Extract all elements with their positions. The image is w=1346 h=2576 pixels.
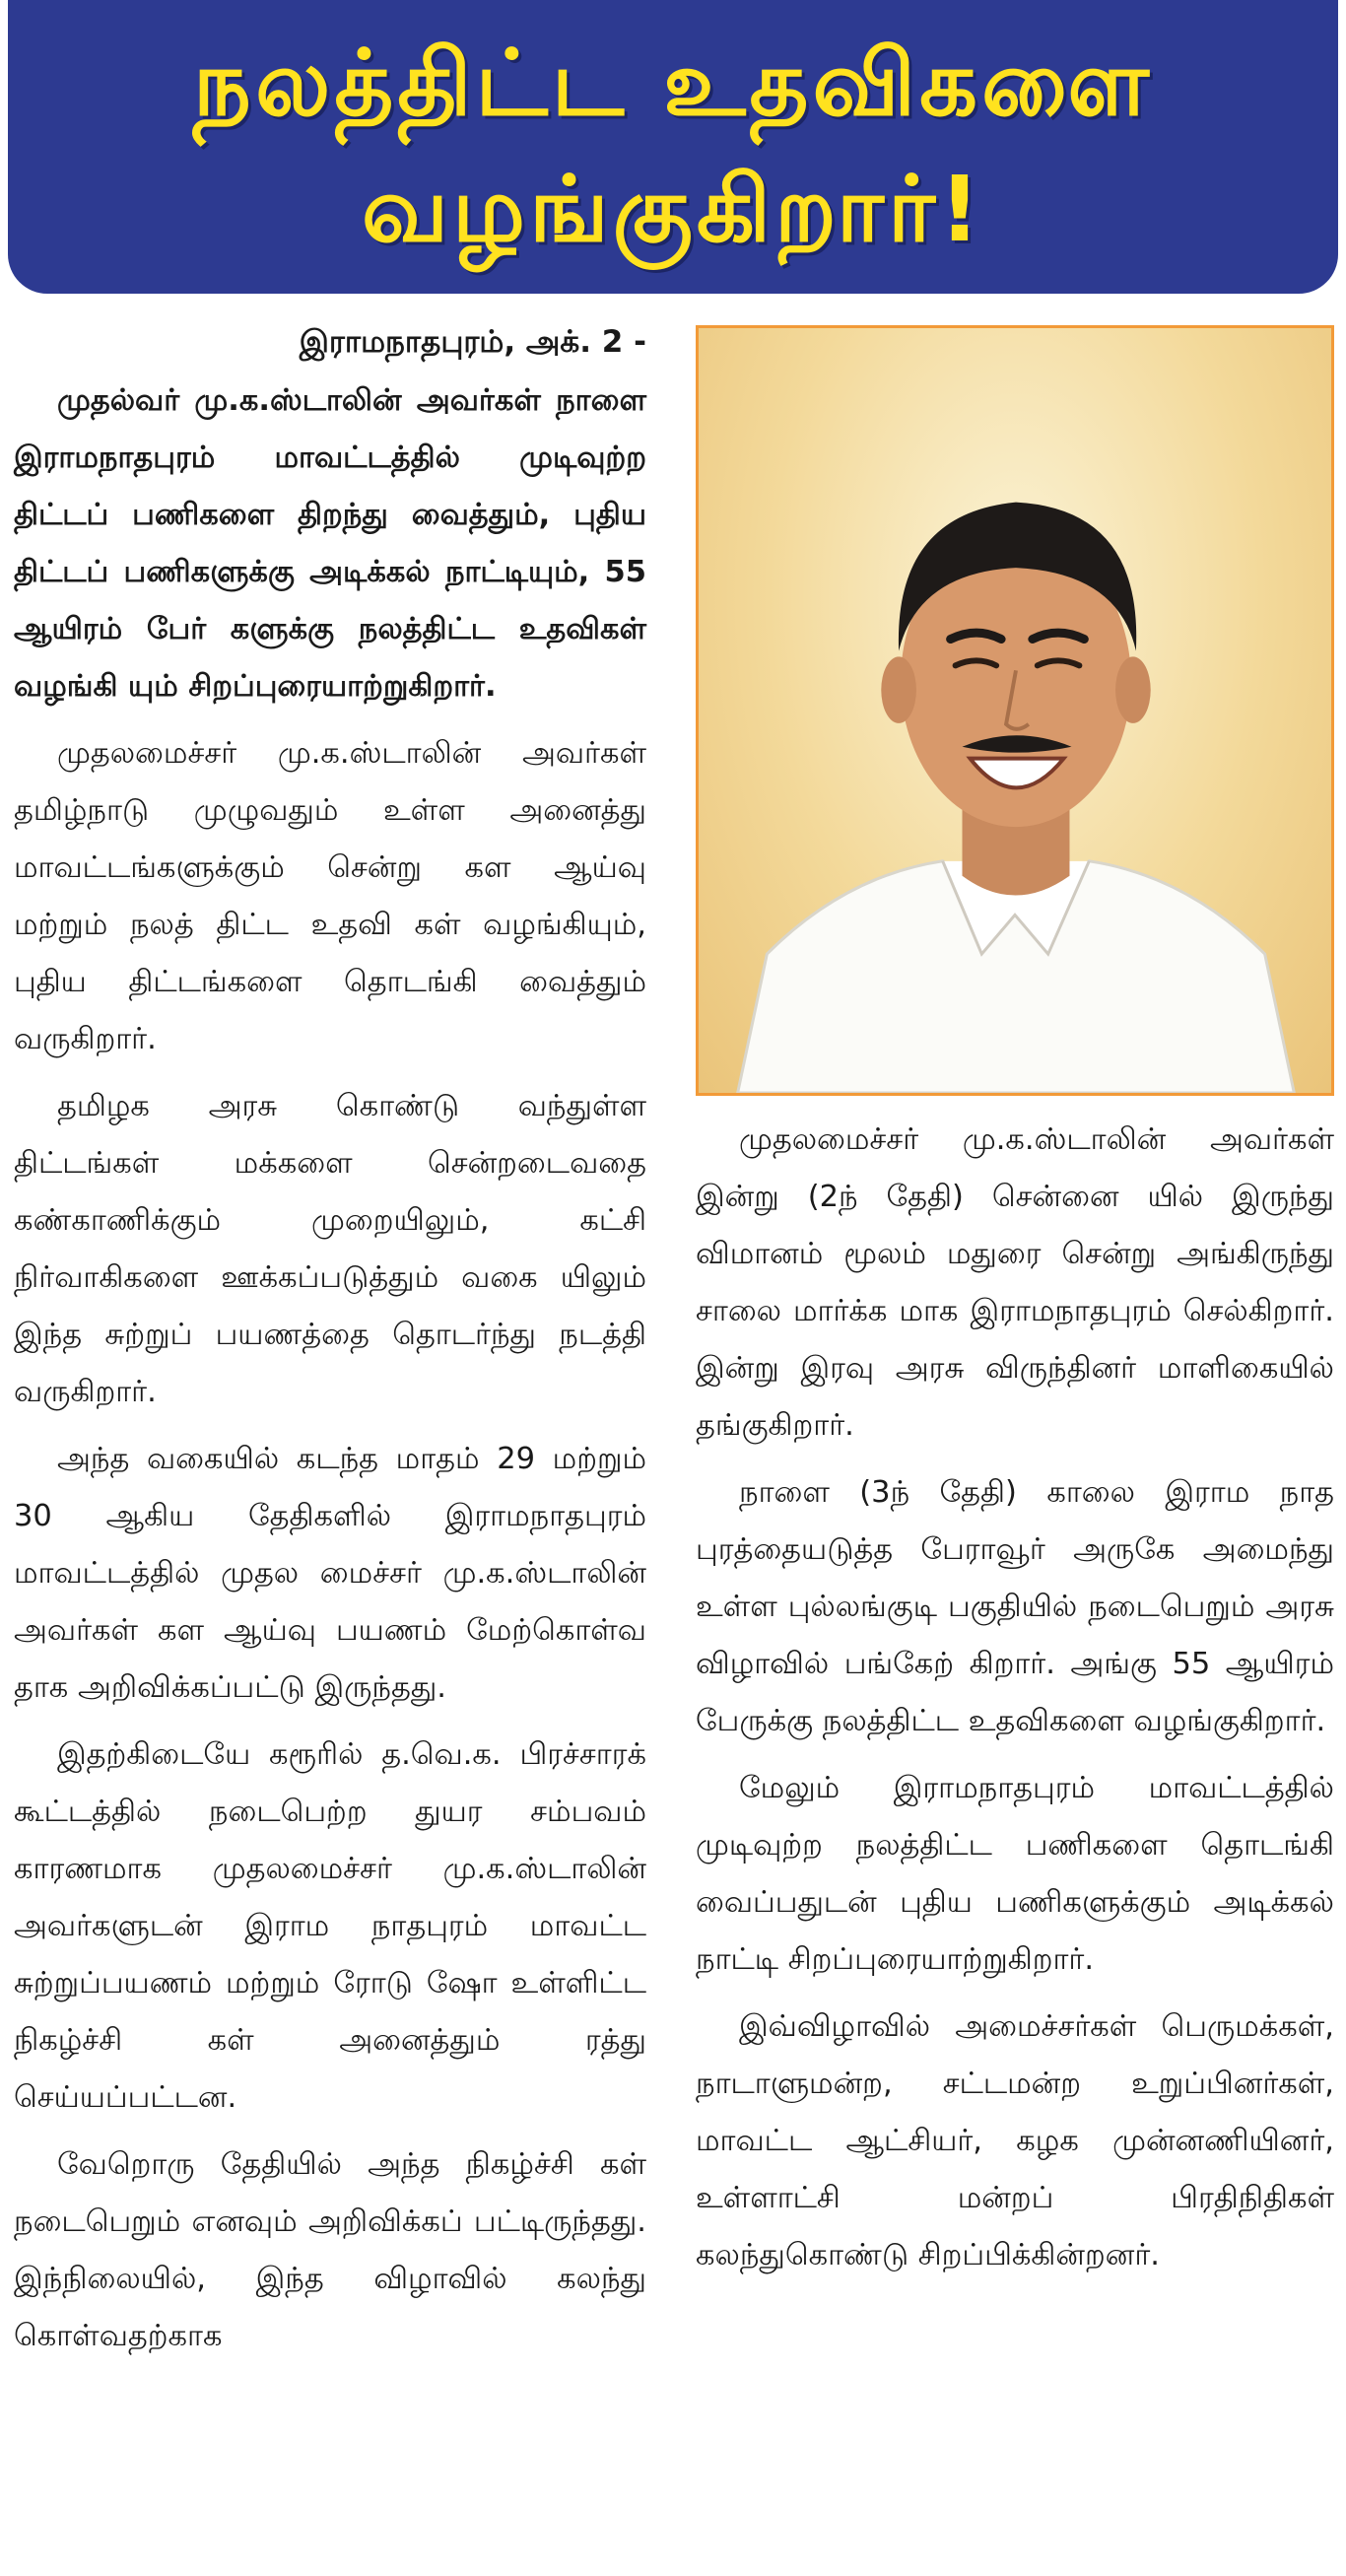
lead-paragraph: முதல்வர் மு.க.ஸ்டாலின் அவர்கள் நாளை இராமநாதபுரம் மாவட்டத்தில் முடிவுற்ற திட்டப் பணிகளை திறந்து வைத்தும், புதிய திட்டப் பணிகளுக்கு அடிக்கல் நாட்டியும், 55 ஆயிரம் பேர் களுக்கு நலத்திட்ட உதவிகள் வழங்கி யும் சிறப்புரையாற்றுகிறார். xyxy=(14,383,646,704)
article-column-right xyxy=(696,1112,1334,2294)
portrait-photo-icon xyxy=(699,328,1331,1093)
body-paragraph: இவ்விழாவில் அமைச்சர்கள் பெருமக்கள், நாடாளுமன்ற, சட்டமன்ற உறுப்பினர்கள், மாவட்ட ஆட்சியர், கழக முன்னணியினர், உள்ளாட்சி மன்றப் பிரதிநிதிகள் கலந்துகொண்டு சிறப்பிக்கின்றனர். xyxy=(696,2009,1334,2272)
body-paragraph: தமிழக அரசு கொண்டு வந்துள்ள திட்டங்கள் மக்களை சென்றடைவதை கண்காணிக்கும் முறையிலும், கட்சி நிர்வாகிகளை ஊக்கப்படுத்தும் வகை யிலும் இந்த சுற்றுப் பயணத்தை தொடர்ந்து நடத்தி வருகிறார். xyxy=(14,1089,646,1409)
headline-line-2: வழங்குகிறார்! xyxy=(362,157,984,262)
headline-line-1: நலத்திட்ட உதவிகளை xyxy=(192,31,1154,136)
article-column-left xyxy=(14,313,646,2375)
body-paragraph: அந்த வகையில் கடந்த மாதம் 29 மற்றும் 30 ஆகிய தேதிகளில் இராமநாதபுரம் மாவட்டத்தில் முதல மைச்சர் மு.க.ஸ்டாலின் அவர்கள் கள ஆய்வு பயணம் மேற்கொள்வ தாக அறிவிக்கப்பட்டு இருந்தது. xyxy=(14,1442,646,1705)
dateline: இராமநாதபுரம், அக். 2 - xyxy=(299,324,646,360)
body-paragraph: நாளை (3ந் தேதி) காலை இராம நாத புரத்தையடுத்த பேராவூர் அருகே அமைந்து உள்ள புல்லங்குடி பகுதியில் நடைபெறும் அரசு விழாவில் பங்கேற் கிறார். அங்கு 55 ஆயிரம் பேருக்கு நலத்திட்ட உதவிகளை வழங்குகிறார். xyxy=(696,1475,1334,1738)
body-paragraph: வேறொரு தேதியில் அந்த நிகழ்ச்சி கள் நடைபெறும் எனவும் அறிவிக்கப் பட்டிருந்தது. இந்நிலையில், இந்த விழாவில் கலந்து கொள்வதற்காக xyxy=(14,2147,646,2353)
body-paragraph: முதலமைச்சர் மு.க.ஸ்டாலின் அவர்கள் தமிழ்நாடு முழுவதும் உள்ள அனைத்து மாவட்டங்களுக்கும் சென்று கள ஆய்வு மற்றும் நலத் திட்ட உதவி கள் வழங்கியும், புதிய திட்டங்களை தொடங்கி வைத்தும் வருகிறார். xyxy=(14,736,646,1056)
body-paragraph: முதலமைச்சர் மு.க.ஸ்டாலின் அவர்கள் இன்று (2ந் தேதி) சென்னை யில் இருந்து விமானம் மூலம் மதுரை சென்று அங்கிருந்து சாலை மார்க்க மாக இராமநாதபுரம் செல்கிறார். இன்று இரவு அரசு விருந்தினர் மாளிகையில் தங்குகிறார். xyxy=(696,1122,1334,1443)
portrait-photo xyxy=(696,325,1334,1096)
body-paragraph: இதற்கிடையே கரூரில் த.வெ.க. பிரச்சாரக் கூட்டத்தில் நடைபெற்ற துயர சம்பவம் காரணமாக முதலமைச்சர் மு.க.ஸ்டாலின் அவர்களுடன் இராம நாதபுரம் மாவட்ட சுற்றுப்பயணம் மற்றும் ரோடு ஷோ உள்ளிட்ட நிகழ்ச்சி கள் அனைத்தும் ரத்து செய்யப்பட்டன. xyxy=(14,1737,646,2115)
body-paragraph: மேலும் இராமநாதபுரம் மாவட்டத்தில் முடிவுற்ற நலத்திட்ட பணிகளை தொடங்கி வைப்பதுடன் புதிய பணிகளுக்கும் அடிக்கல் நாட்டி சிறப்புரையாற்றுகிறார். xyxy=(696,1771,1334,1977)
headline-banner xyxy=(8,0,1338,294)
